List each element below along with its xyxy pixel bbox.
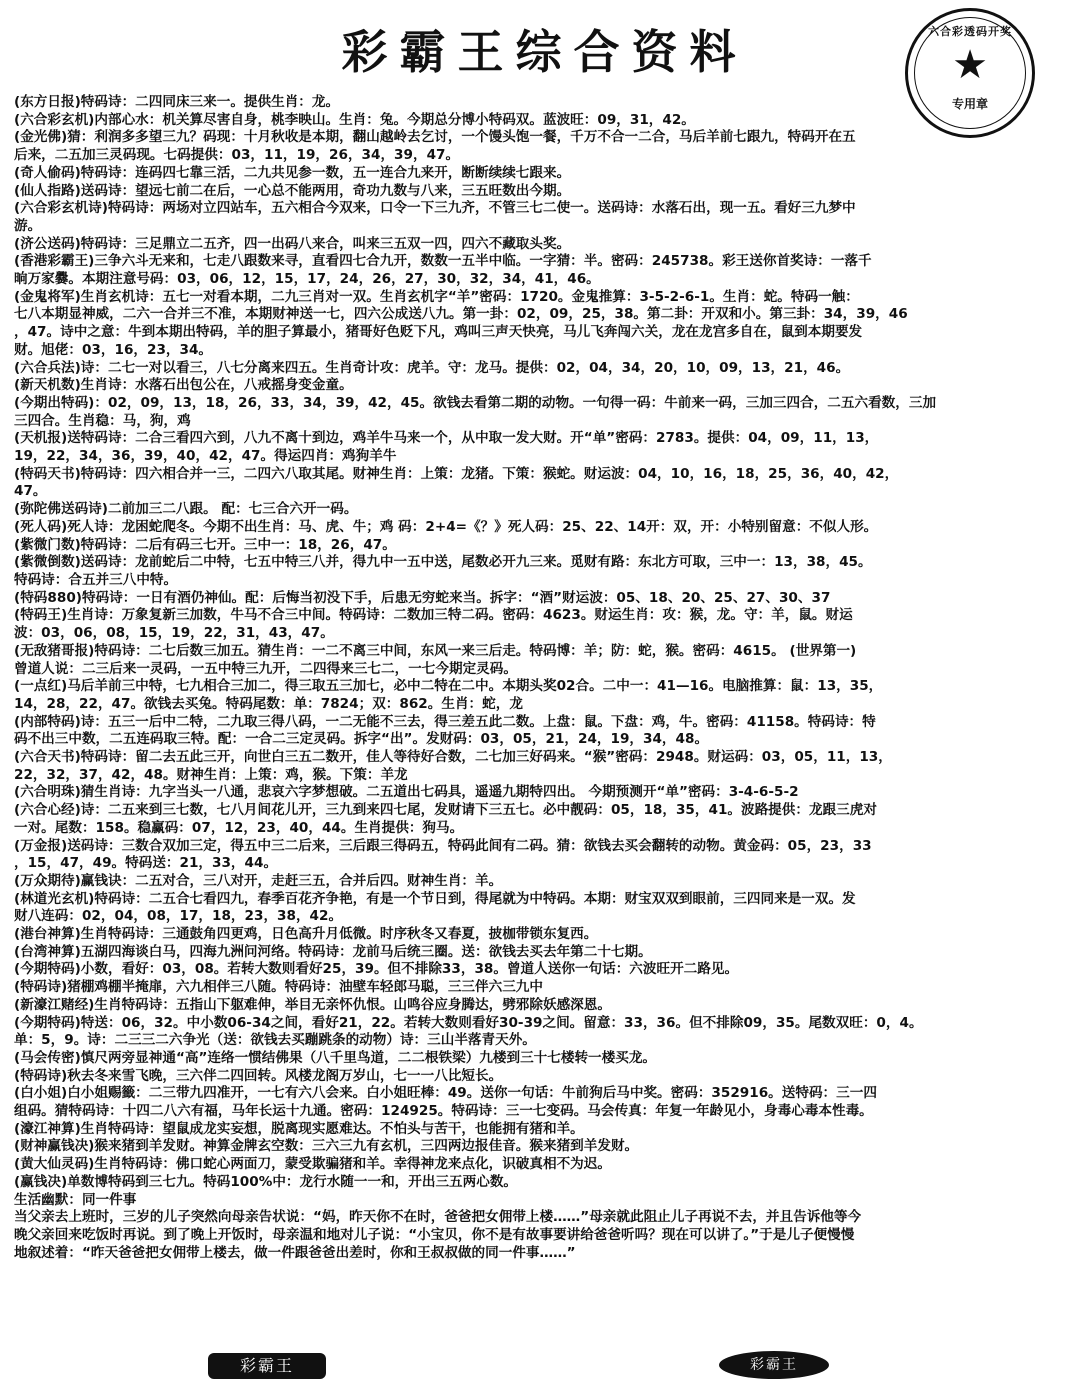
seal-arc-text: 六合彩透码开奖 — [928, 25, 1012, 38]
text-line: (今期特码)特送：06，32。中小数06-34之间，看好21，22。若转大数则看好30-39之间。留意：33，36。但不排除09，35。尾数双旺：0，4。 — [14, 1014, 923, 1031]
text-line: 游。 — [14, 217, 42, 234]
text-line: (六合彩玄机)内部心水：机关算尽害自身，桃李映山。生肖：兔。今期总分博小特码双。蓝波旺：09，31，42。 — [14, 111, 695, 128]
text-line: (无敌猪哥报)特码诗：二七后数三加五。猜生肖：一二不离三中间，东风一来三后走。特码博：羊；防：蛇，猴。密码：4615。 (世界第一) — [14, 642, 857, 659]
text-line: ，47。诗中之意：牛到本期出特码，羊的胆子算最小，猪哥好色贬下凡，鸡叫三声天快亮，马儿飞奔闯六关，龙在龙宫多自在，鼠到本期要发 — [14, 324, 863, 341]
text-line: 晌万家爨。本期注意号码：03，06，12，15，17，24，26，27，30，32，34，41，46。 — [14, 271, 600, 288]
text-line: 晚父亲回来吃饭时再说。到了晚上开饭时，母亲温和地对儿子说：“小宝贝，你不是有故事要讲给爸爸听吗？现在可以讲了。”于是儿子便慢慢 — [14, 1227, 855, 1243]
text-line: (港台神算)生肖特码诗：三通鼓角四更鸡，日色高升月低微。时序秋冬又春夏，披枷带锁东复西。 — [14, 926, 598, 943]
text-line: (特码880)特码诗：一日有酒仍神仙。配：后悔当初没下手，后患无穷蛇来当。拆字：“酒”财运波：05、18、20、25、27、30、37 — [14, 589, 831, 606]
text-line: 三四合。生肖稳：马，狗，鸡 — [14, 412, 191, 429]
text-line: (特码诗)秋去冬来雪飞晚，三六伴二四回转。风楼龙阁万岁山，七一一八比短长。 — [14, 1067, 503, 1084]
text-line: ，15，47，49。特码送：21，33，44。 — [14, 855, 278, 872]
text-line: 后来，二五加三灵码现。七码提供：03，11，19，26，34，39，47。 — [14, 147, 460, 164]
text-line: (紫微门数)特码诗：二后有码三七开。三中一：18，26，47。 — [14, 536, 396, 553]
text-line: (六合心经)诗：二五来到三七数，七八月间花儿开，三九到来四七尾，发财请下三五七。必中靓码：05，18，35，41。波路提供：龙跟三虎对 — [14, 802, 877, 819]
text-line: (濠江神算)生肖特码诗：望鼠成龙实妄想，脱离现实愿难达。不怕头与苦干，也能拥有猪和羊。 — [14, 1120, 584, 1137]
text-line: (济公送码)特码诗：三足鼎立二五齐，四一出码八来合，叫来三五双一四，四六不藏取头奖。 — [14, 235, 571, 252]
text-line: (金光佛)猜：利润多多望三九？码现：十月秋收是本期，翻山越岭去乞讨，一个馒头饱一餐，千万不合一二合，马后羊前七跟九，特码开在五 — [14, 129, 856, 146]
text-line: 曾道人说：二三后来一灵码，一五中特三九开，二四得来三七二，一七今期定灵码。 — [14, 660, 517, 677]
text-line: (财神赢钱决)猴来猪到羊发财。神算金牌玄空数：三六三九有玄机，三四两边报佳音。猴来猪到羊发财。 — [14, 1138, 639, 1155]
text-line: 财。旭佬：03，16，23，34。 — [14, 341, 213, 358]
text-line: (六合天书)特码诗：留二去五此三开，向世白三五二数开，佳人等待好合数，二七加三好码来。“猴”密码：2948。财运码：03，05，11，13， — [14, 749, 892, 766]
text-line: 组码。猜特码诗：十四二八六有福，马年长运十九通。密码：124925。特码诗：三一七变码。马会传真：年复一年龄见小，身毒心毒本性毒。 — [14, 1103, 873, 1120]
text-line: 码不出三中数，二五连码取三特。配：一合二三定灵码。拆字“出”。发财码：03，05，21，24，19，34，48。 — [14, 731, 709, 748]
text-line: 一对。尾数：158。稳赢码：07，12，23，40，44。生肖提供：狗马。 — [14, 819, 464, 836]
text-line: 生活幽默：同一件事 — [14, 1191, 137, 1208]
text-line: 当父亲去上班时，三岁的儿子突然向母亲告状说：“妈，昨天你不在时，爸爸把女佣带上楼……”母亲就此阻止儿子再说不去，并且告诉他等今 — [14, 1209, 862, 1226]
text-line: 19，22，34，36，39，40，42，47。得运四肖：鸡狗羊牛 — [14, 448, 397, 465]
text-line: (万众期待)赢钱诀：二五对合，三八对开，走赶三五，合并后四。财神生肖：羊。 — [14, 872, 503, 889]
seal-foot-text: 专用章 — [951, 97, 988, 111]
text-line: 特码诗：合五并三八中特。 — [14, 571, 178, 588]
text-line: (紫微倒数)送码诗：龙前蛇后二中特，七五中特三八并，得九中一五中送，尾数必开九三来。觅财有路：东北方可取，三中一：13，38，45。 — [14, 554, 872, 571]
text-line: (台湾神算)五湖四海谈白马，四海九洲问河络。特码诗：龙前马后统三圈。送：欲钱去买去年第二十七期。 — [14, 943, 652, 960]
page-title: 彩霸王综合资料 — [341, 25, 748, 79]
text-line: (奇人偷码)特码诗：连码四七靠三活，二九共见参一数，五一连合九来开，断断续续七跟来。 — [14, 164, 571, 181]
text-line: (新天机数)生肖诗：水落石出包公在，八戒摇身变金童。 — [14, 377, 353, 394]
text-line: (六合兵法)诗：二七一对以看三，八七分离来四五。生肖奇计攻：虎羊。守：龙马。提供：02，04，34，20，10，09，13，21，46。 — [14, 359, 850, 376]
text-line: (死人码)死人诗：龙困蛇爬冬。今期不出生肖：马、虎、牛；鸡 码：2+4=《？》死人码：25、22、14开：双，开：小特别留意：不似人形。 — [14, 518, 878, 535]
text-line: (六合彩玄机诗)特码诗：两场对立四站车，五六相合今双来，口令一下三九齐，不管三七二使一。送码诗：水落石出，现一五。看好三九梦中 — [14, 200, 856, 217]
text-line: 单：5，9。诗：二三三二六争光（送：欲钱去买蹦跳条的动物）诗：三山半落青天外。 — [14, 1032, 536, 1049]
text-line: 七八本期显神威，二六一合并三不准，本期财神送一七，四六公成送八九。第一卦：02，09，25，38。第二卦：开双和小。第三卦：34，39，46 — [14, 306, 908, 323]
text-line: (仙人指路)送码诗：望远七前二在后，一心总不能两用，奇功九数与八来，三五旺数出今期。 — [14, 182, 571, 199]
text-line: (弥陀佛送码诗)二前加三二八跟。 配：七三合六开一码。 — [14, 501, 358, 518]
footer-badge-left: 彩霸王 — [208, 1353, 326, 1379]
text-line: (今期特码)小数，看好：03，08。若转大数则看好25，39。但不排除33，38。曾道人送你一句话：六波旺开二路见。 — [14, 961, 739, 978]
text-line: (特码天书)特码诗：四六相合并一三，二四六八取其尾。财神生肖：上策：龙猪。下策：猴蛇。财运波：04，10，16，18，25，36，40，42， — [14, 465, 899, 482]
text-line: (马会传密)慎尺两旁显神通“高”连络一惯结佛果（八千里鸟道，二二根铁梁）九楼到三十七楼转一楼买龙。 — [14, 1049, 657, 1066]
text-line: (特码诗)猪棚鸡棚半掩扉，六九相伴三八随。特码诗：油壁车轻郎马聪，三三伴六三九中 — [14, 979, 543, 996]
text-line: (白小姐)白小姐赐籤：二三带九四准开，一七有六八会来。白小姐旺棒：49。送你一句话：牛前狗后马中奖。密码：352916。送特码：三一四 — [14, 1085, 877, 1102]
text-line: (林道光玄机)特码诗：二五合七看四九，春季百花齐争艳，有是一个节日到，得尾就为中特码。本期：财宝双双到眼前，三四同来是一双。发 — [14, 890, 856, 907]
text-line: 47。 — [14, 483, 47, 500]
text-line: (新濠江赌经)生肖特码诗：五指山下躯难伸，举目无亲怀仇恨。山鸣谷应身腾达，劈邪除妖感深恩。 — [14, 996, 611, 1013]
text-line: 财八连码：02，04，08，17，18，23，38，42。 — [14, 908, 343, 925]
text-line: (六合明珠)猜生肖诗：九字当头一八通，悲哀六字梦想破。二五道出七码具，遥遥九期特四出。 今期预测开“单”密码：3-4-6-5-2 — [14, 784, 799, 801]
text-line: 地叙述着：“昨天爸爸把女佣带上楼去，做一件跟爸爸出差时，你和王叔叔做的同一件事……” — [14, 1244, 576, 1261]
text-line: 14，28，22，47。欲钱去买兔。特码尾数：单：7824；双：862。生肖：蛇，龙 — [14, 695, 523, 712]
text-line: (今期出特码)：02，09，13，18，26，33，34，39，42，45。欲钱去看第二期的动物。一句得一码：牛前来一码，三加三四合，二五六看数，三加 — [14, 394, 937, 411]
text-line: (金鬼将军)生肖玄机诗：五七一对看本期，二九三肖对一双。生肖玄机字“羊”密码：1720。金鬼推算：3-5-2-6-1。生肖：蛇。特码一触： — [14, 288, 859, 305]
document-body — [14, 94, 1074, 1262]
text-line: 22，32，37，42，48。财神生肖：上策：鸡，猴。下策：羊龙 — [14, 766, 408, 783]
text-line: (东方日报)特码诗：二四同床三来一。提供生肖：龙。 — [14, 94, 340, 110]
text-line: (特码王)生肖诗：万象复新三加数，牛马不合三中间。特码诗：二数加三特二码。密码：4623。财运生肖：攻：猴，龙。守：羊，鼠。财运 — [14, 607, 853, 624]
star-icon: ★ — [952, 42, 988, 88]
text-line: (香港彩霸王)三争六斗无来和，七走八跟数来寻，直看四七合九开，数数一五半中临。一字猜：半。密码：245738。彩王送你首奖诗：一落千 — [14, 253, 872, 270]
text-line: (黄大仙灵码)生肖特码诗：佛口蛇心两面刀，蒙受欺骗猪和羊。幸得神龙来点化，识破真相不为迟。 — [14, 1156, 611, 1173]
footer-badge-right: 彩霸王 — [719, 1351, 829, 1379]
text-line: 波：03，06，08，15，19，22，31，43，47。 — [14, 625, 334, 642]
text-line: (赢钱决)单数博特码到三七九。特码100%中：龙行水随一一和，开出三五两心数。 — [14, 1173, 518, 1190]
text-line: (一点红)马后羊前三中特，七九相合三加二，得三取五三加七，必中二特在二中。本期头奖02合。二中一：41—16。电脑推算：鼠：13，35， — [14, 678, 883, 695]
text-line: (内部特码)诗：五三一后中二特，二九取三得八码，一二无能不三去，得三差五此二数。上盘：鼠。下盘：鸡，牛。密码：41158。特码诗：特 — [14, 713, 876, 730]
text-line: (万金报)送码诗：三数合双加三定，得五中三二后来，三后跟三得码五，特码此间有二码。猜：欲钱去买会翻转的动物。黄金码：05，23，33 — [14, 837, 872, 854]
text-line: (天机报)送特码诗：二合三看四六到，八九不离十到边，鸡羊牛马来一个，从中取一发大财。开“单”密码：2783。提供：04，09，11，13， — [14, 430, 879, 447]
